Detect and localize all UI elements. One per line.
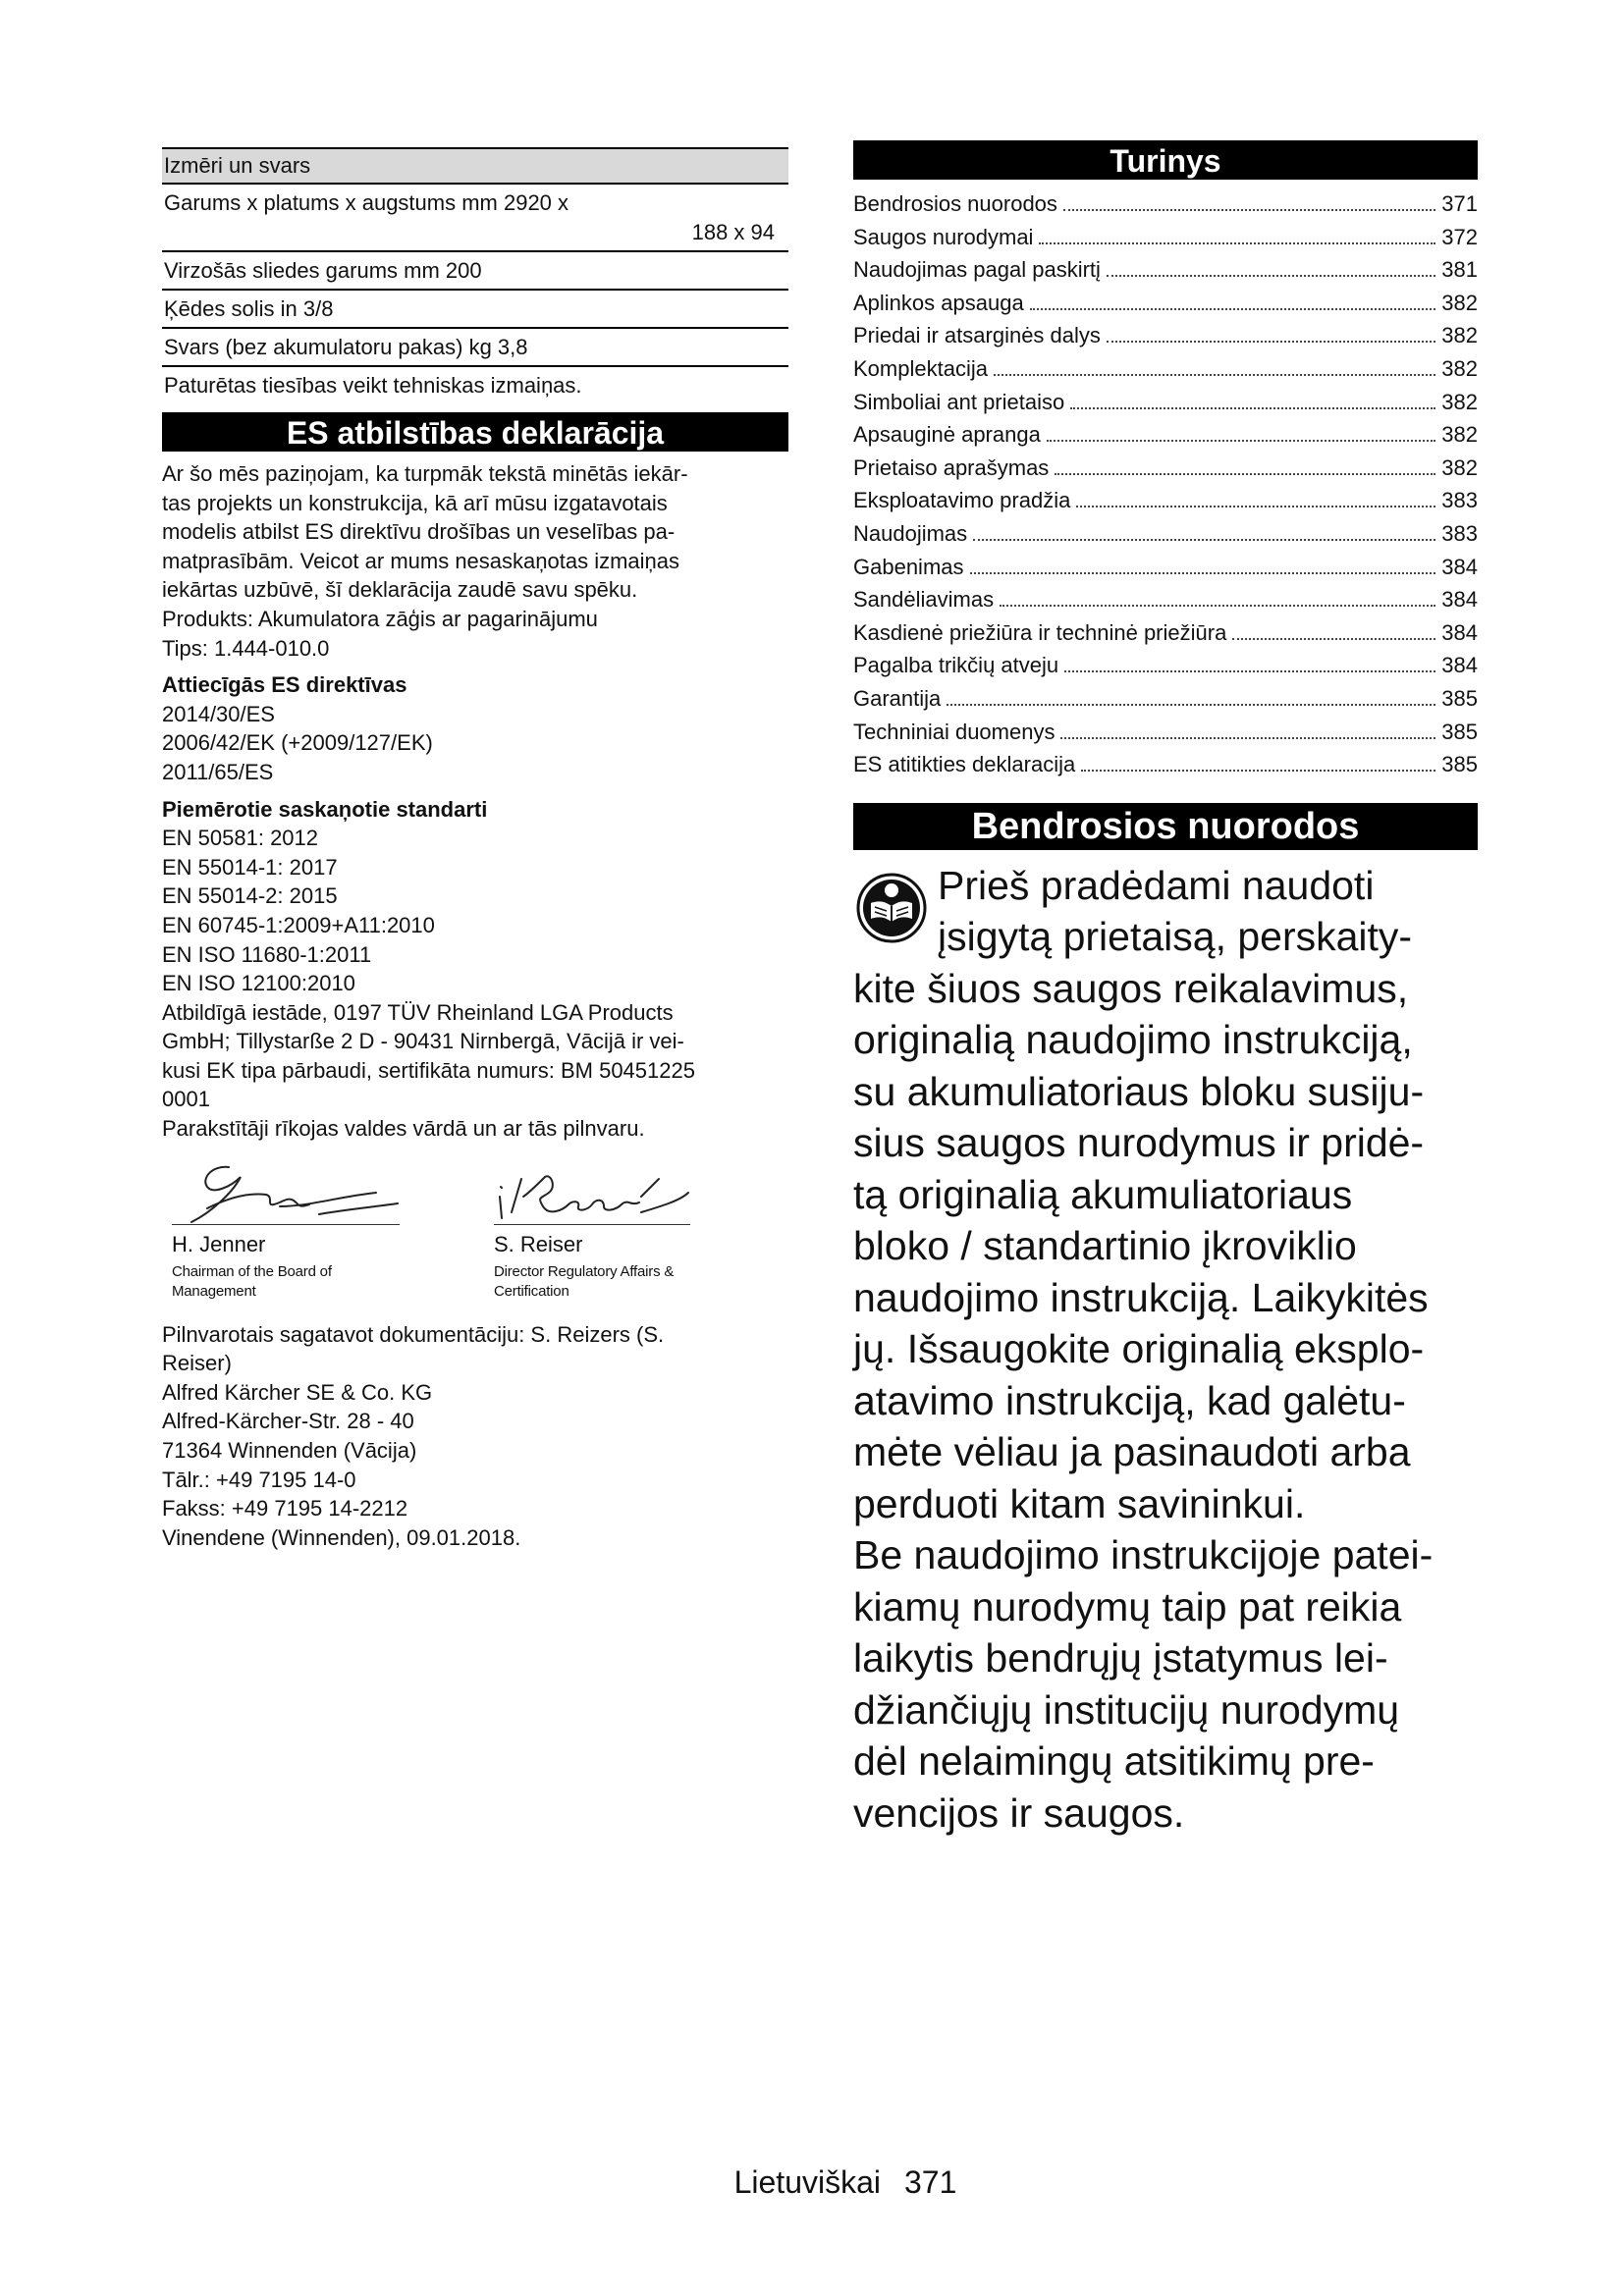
text-line: naudojimo instrukciją. Laikykitės	[853, 1274, 1429, 1320]
spec-value: Svars (bez akumulatoru pakas) kg 3,8	[164, 335, 528, 359]
toc-entry-label: Eksploatavimo pradžia	[853, 488, 1071, 513]
directives-list	[162, 700, 788, 787]
toc-entry	[853, 253, 1478, 287]
spec-value-cont: 188 x 94	[691, 220, 775, 244]
toc-entry-label: Komplektacija	[853, 355, 988, 381]
text-line: matprasībām. Veicot ar mums nesaskaņotas izmaiņas	[162, 548, 680, 573]
toc-entry	[853, 287, 1478, 320]
toc-entry	[853, 682, 1478, 716]
standards-list	[162, 824, 788, 998]
toc-entry-page: 385	[1441, 719, 1478, 744]
text-line: kite šiuos saugos reikalavimus,	[853, 965, 1409, 1011]
standard-item: EN ISO 12100:2010	[162, 971, 355, 996]
text-line: tas projekts un konstrukcija, kā arī mūsu izgatavotais	[162, 490, 668, 515]
standard-item: EN 50581: 2012	[162, 826, 319, 851]
spec-value: Virzošās sliedes garums mm 200	[164, 258, 482, 283]
general-title: Bendrosios nuorodos	[853, 803, 1478, 850]
text-line: Alfred-Kärcher-Str. 28 - 40	[162, 1409, 414, 1434]
text-line: GmbH; Tillystarße 2 D - 90431 Nirnbergā, Vācijā ir vei-	[162, 1029, 684, 1054]
contact-block	[162, 1320, 788, 1553]
toc-leader-dots	[1064, 670, 1435, 672]
toc-leader-dots	[1070, 407, 1435, 409]
toc-entry-label: Pagalba trikčių atveju	[853, 653, 1059, 678]
toc-entry-label: Saugos nurodymai	[853, 224, 1034, 249]
toc-entry-label: Naudojimas	[853, 520, 968, 546]
toc-entry	[853, 551, 1478, 584]
text-line: džiančiųjų institucijų nurodymų	[853, 1686, 1400, 1733]
toc-entry-page: 382	[1441, 355, 1478, 381]
directive-item: 2014/30/ES	[162, 701, 275, 726]
toc-leader-dots	[1076, 506, 1435, 507]
toc-entry	[853, 386, 1478, 419]
text-line: Ar šo mēs paziņojam, ka turpmāk tekstā minētās iekār-	[162, 461, 688, 486]
text-line: Pilnvarotais sagatavot dokumentāciju: S. Reizers (S.	[162, 1321, 665, 1347]
text-line: Atbildīgā iestāde, 0197 TÜV Rheinland LGA Products	[162, 999, 674, 1025]
toc-entry-label: Naudojimas pagal paskirtį	[853, 257, 1101, 283]
text-line: bloko / standartinio įkroviklio	[853, 1223, 1357, 1269]
general-lines	[853, 963, 1478, 1840]
toc-entry-page: 384	[1441, 653, 1478, 678]
toc-entry-page: 385	[1441, 752, 1478, 777]
toc-entry-page: 382	[1441, 290, 1478, 315]
text-line: 0001	[162, 1087, 210, 1112]
toc-entry-label: Gabenimas	[853, 554, 964, 579]
text-line: su akumuliatoriaus bloku susiju-	[853, 1068, 1425, 1114]
toc-leader-dots	[1039, 242, 1435, 244]
toc-entry-label: Bendrosios nuorodos	[853, 191, 1057, 216]
handwritten-signature-jenner	[172, 1157, 400, 1226]
table-of-contents	[853, 187, 1478, 781]
text-line: iekārtas uzbūvē, šī deklarācija zaudē savu spēku.	[162, 577, 638, 603]
text-line: dėl nelaimingų atsitikimų pre-	[853, 1738, 1375, 1785]
handwritten-signature-reiser	[494, 1157, 690, 1226]
toc-entry-label: Techniniai duomenys	[853, 719, 1056, 744]
toc-entry	[853, 583, 1478, 616]
toc-leader-dots	[1081, 770, 1435, 772]
general-intro	[853, 860, 1478, 963]
toc-entry-label: Kasdienė priežiūra ir techninė priežiūra	[853, 619, 1227, 645]
toc-entry-page: 385	[1441, 685, 1478, 711]
toc-leader-dots	[1232, 638, 1435, 640]
toc-entry-label: Aplinkos apsauga	[853, 290, 1024, 315]
toc-entry	[853, 748, 1478, 781]
toc-entry-label: Priedai ir atsarginės dalys	[853, 323, 1101, 348]
spec-value: Ķēdes solis in 3/8	[164, 296, 334, 321]
declaration-body	[162, 998, 788, 1144]
spec-row	[162, 185, 788, 252]
toc-title: Turinys	[853, 140, 1478, 180]
toc-entry-page: 371	[1441, 191, 1478, 216]
toc-entry-label: Prietaiso aprašymas	[853, 454, 1050, 480]
left-column	[162, 147, 788, 1552]
text-line: kusi EK tipa pārbaudi, sertifikāta numurs: BM 50451225	[162, 1057, 695, 1083]
toc-leader-dots	[994, 374, 1435, 376]
text-line: Prieš pradėdami naudoti	[938, 862, 1375, 908]
toc-leader-dots	[1030, 308, 1436, 310]
toc-leader-dots	[970, 572, 1436, 574]
footer-page-number: 371	[904, 2164, 957, 2200]
toc-leader-dots	[1063, 209, 1435, 211]
toc-entry-page: 382	[1441, 454, 1478, 480]
directive-item: 2006/42/EK (+2009/127/EK)	[162, 730, 433, 756]
toc-entry-label: Sandėliavimas	[853, 587, 995, 613]
signatory-name: S. Reiser	[494, 1231, 583, 1256]
text-line: jų. Išsaugokite originalią eksplo-	[853, 1326, 1425, 1372]
toc-entry-page: 382	[1441, 323, 1478, 348]
toc-entry	[853, 418, 1478, 452]
toc-leader-dots	[947, 704, 1435, 706]
toc-leader-dots	[1107, 341, 1435, 343]
specs-note: Paturētas tiesības veikt tehniskas izmaiņas.	[164, 373, 582, 398]
toc-entry-page: 382	[1441, 422, 1478, 448]
text-line: sius saugos nurodymus ir pridė-	[853, 1120, 1425, 1166]
directives-heading: Attiecīgās ES direktīvas	[162, 672, 407, 698]
toc-entry	[853, 616, 1478, 650]
text-line: originalią naudojimo instrukciją,	[853, 1017, 1413, 1063]
text-line: kiamų nurodymų taip pat reikia	[853, 1583, 1402, 1629]
signature-reiser	[494, 1157, 690, 1302]
toc-entry	[853, 452, 1478, 485]
text-line: Fakss: +49 7195 14-2212	[162, 1496, 408, 1522]
text-line: įsigytą prietaisą, perskaity-	[938, 914, 1413, 960]
text-line: Reiser)	[162, 1351, 232, 1376]
standard-item: EN 60745-1:2009+A11:2010	[162, 912, 435, 937]
text-line: Vinendene (Winnenden), 09.01.2018.	[162, 1524, 521, 1550]
toc-entry-label: Apsauginė apranga	[853, 422, 1041, 448]
toc-entry-page: 383	[1441, 488, 1478, 513]
standard-item: EN 55014-1: 2017	[162, 854, 338, 880]
signatory-title: Director Regulatory Affairs & Certification	[494, 1262, 675, 1300]
spec-row	[162, 252, 788, 291]
toc-leader-dots	[1107, 275, 1435, 277]
footer-language: Lietuviškai	[733, 2164, 881, 2200]
text-line: laikytis bendrųjų įstatymus lei-	[853, 1635, 1388, 1682]
text-line: Tālr.: +49 7195 14-0	[162, 1467, 356, 1492]
text-line: 71364 Winnenden (Vācija)	[162, 1438, 417, 1464]
toc-entry-page: 372	[1441, 224, 1478, 249]
spec-row	[162, 291, 788, 329]
text-line: mėte vėliau ja pasinaudoti arba	[853, 1429, 1411, 1475]
toc-entry-page: 384	[1441, 587, 1478, 613]
toc-entry-label: Garantija	[853, 685, 942, 711]
toc-leader-dots	[1055, 473, 1435, 475]
signature-jenner	[172, 1157, 400, 1302]
toc-entry-label: Simboliai ant prietaiso	[853, 389, 1065, 414]
text-line: Alfred Kärcher SE & Co. KG	[162, 1379, 433, 1405]
toc-entry-page: 384	[1441, 554, 1478, 579]
toc-entry	[853, 517, 1478, 551]
toc-entry-page: 382	[1441, 389, 1478, 414]
toc-leader-dots	[1060, 737, 1435, 739]
text-line: Produkts: Akumulatora zāģis ar pagarinājumu	[162, 606, 598, 631]
text-line: Parakstītāji rīkojas valdes vārdā un ar tās pilnvaru.	[162, 1116, 645, 1142]
declaration-title: ES atbilstības deklarācija	[162, 412, 788, 452]
page-footer	[0, 2163, 1624, 2202]
text-line: Tips: 1.444-010.0	[162, 635, 330, 661]
toc-entry	[853, 187, 1478, 221]
text-line: perduoti kitam savininkui.	[853, 1480, 1306, 1526]
text-line: modelis atbilst ES direktīvu drošības un veselības pa-	[162, 519, 676, 545]
toc-entry-page: 384	[1441, 619, 1478, 645]
standard-item: EN ISO 11680-1:2011	[162, 941, 372, 967]
toc-entry	[853, 484, 1478, 517]
toc-entry-page: 381	[1441, 257, 1478, 283]
toc-entry-label: ES atitikties deklaracija	[853, 752, 1076, 777]
declaration-intro	[162, 459, 788, 663]
standards-heading: Piemērotie saskaņotie standarti	[162, 796, 488, 822]
right-column	[853, 140, 1478, 1839]
toc-entry	[853, 716, 1478, 749]
specs-table	[162, 147, 788, 400]
text-line: atavimo instrukciją, kad galėtu-	[853, 1377, 1406, 1423]
standard-item: EN 55014-2: 2015	[162, 883, 338, 909]
toc-entry	[853, 649, 1478, 682]
signatures	[162, 1157, 788, 1300]
toc-entry	[853, 319, 1478, 352]
toc-entry	[853, 221, 1478, 254]
toc-leader-dots	[1047, 440, 1435, 442]
toc-leader-dots	[973, 539, 1435, 541]
signatory-title: Chairman of the Board of Management	[172, 1262, 332, 1300]
read-manual-icon	[853, 870, 930, 959]
toc-entry	[853, 352, 1478, 386]
text-line: Be naudojimo instrukcijoje patei-	[853, 1532, 1434, 1578]
signatory-name: H. Jenner	[172, 1231, 266, 1256]
spec-row	[162, 329, 788, 367]
toc-leader-dots	[1000, 605, 1435, 607]
directive-item: 2011/65/ES	[162, 759, 274, 784]
specs-header: Izmēri un svars	[162, 147, 788, 185]
general-text	[853, 860, 1478, 1840]
text-line: tą originalią akumuliatoriaus	[853, 1171, 1353, 1217]
toc-entry-page: 383	[1441, 520, 1478, 546]
spec-value: Garums x platums x augstums mm 2920 x	[164, 190, 569, 215]
text-line: vencijos ir saugos.	[853, 1789, 1185, 1836]
